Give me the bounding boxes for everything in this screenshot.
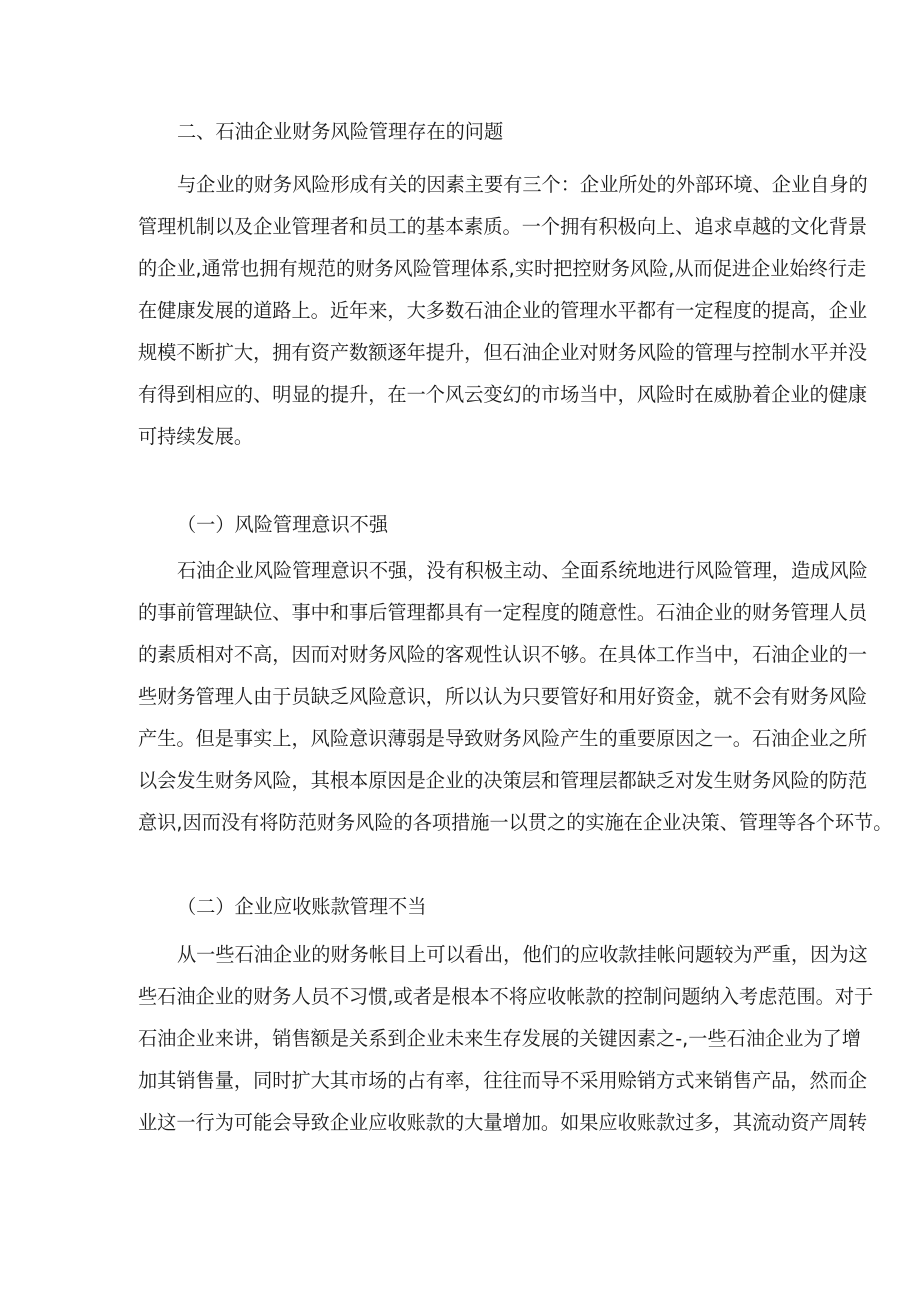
paragraph1-line: 管理机制以及企业管理者和员工的基本素质。一个拥有积极向上、追求卓越的文化背景 [138,215,868,238]
paragraph1-line: 可持续发展。 [138,425,254,448]
paragraph3-line: 加其销售量，同时扩大其市场的占有率，往往而导不采用赊销方式来销售产品，然而企 [138,1069,868,1092]
paragraph1-line: 的企业,通常也拥有规范的财务风险管理体系,实时把控财务风险,从而促进企业始终行走 [138,257,867,280]
section-heading: 二、石油企业财务风险管理存在的问题 [177,120,504,143]
paragraph3-line: 业这一行为可能会导致企业应收账款的大量增加。如果应收账款过多，其流动资产周转 [138,1111,868,1134]
paragraph3-line: 石油企业来讲，销售额是关系到企业未来生存发展的关键因素之-,一些石油企业为了增 [138,1027,861,1050]
paragraph2-line: 石油企业风险管理意识不强，没有积极主动、全面系统地进行风险管理，造成风险 [177,559,868,582]
paragraph1-line: 在健康发展的道路上。近年来，大多数石油企业的管理水平都有一定程度的提高，企业 [138,299,868,322]
paragraph1-line: 与企业的财务风险形成有关的因素主要有三个：企业所处的外部环境、企业自身的 [177,173,868,196]
paragraph2-line: 以会发生财务风险，其根本原因是企业的决策层和管理层都缺乏对发生财务风险的防范 [138,769,868,792]
paragraph1-line: 有得到相应的、明显的提升，在一个风云变幻的市场当中，风险时在威胁着企业的健康 [138,383,868,406]
paragraph2-line: 的事前管理缺位、事中和事后管理都具有一定程度的随意性。石油企业的财务管理人员 [138,601,868,624]
paragraph2-line: 的素质相对不高，因而对财务风险的客观性认识不够。在具体工作当中，石油企业的一 [138,643,868,666]
paragraph1-line: 规模不断扩大，拥有资产数额逐年提升，但石油企业对财务风险的管理与控制水平并没 [138,341,868,364]
paragraph3-line: 些石油企业的财务人员不习惯,或者是根本不将应收帐款的控制问题纳入考虑范围。对于 [138,985,874,1008]
paragraph2-line: 产生。但是事实上，风险意识薄弱是导致财务风险产生的重要原因之一。石油企业之所 [138,727,868,750]
paragraph2-line: 些财务管理人由于员缺乏风险意识，所以认为只要管好和用好资金，就不会有财务风险 [138,685,868,708]
paragraph2-line: 意识,因而没有将防范财务风险的各项措施一以贯之的实施在企业决策、管理等各个环节。 [138,811,893,834]
paragraph3-line: 从一些石油企业的财务帐目上可以看出，他们的应收款挂帐问题较为严重，因为这 [177,943,868,966]
subheading-2: （二）企业应收账款管理不当 [177,895,427,918]
subheading-1: （一）风险管理意识不强 [177,513,389,536]
